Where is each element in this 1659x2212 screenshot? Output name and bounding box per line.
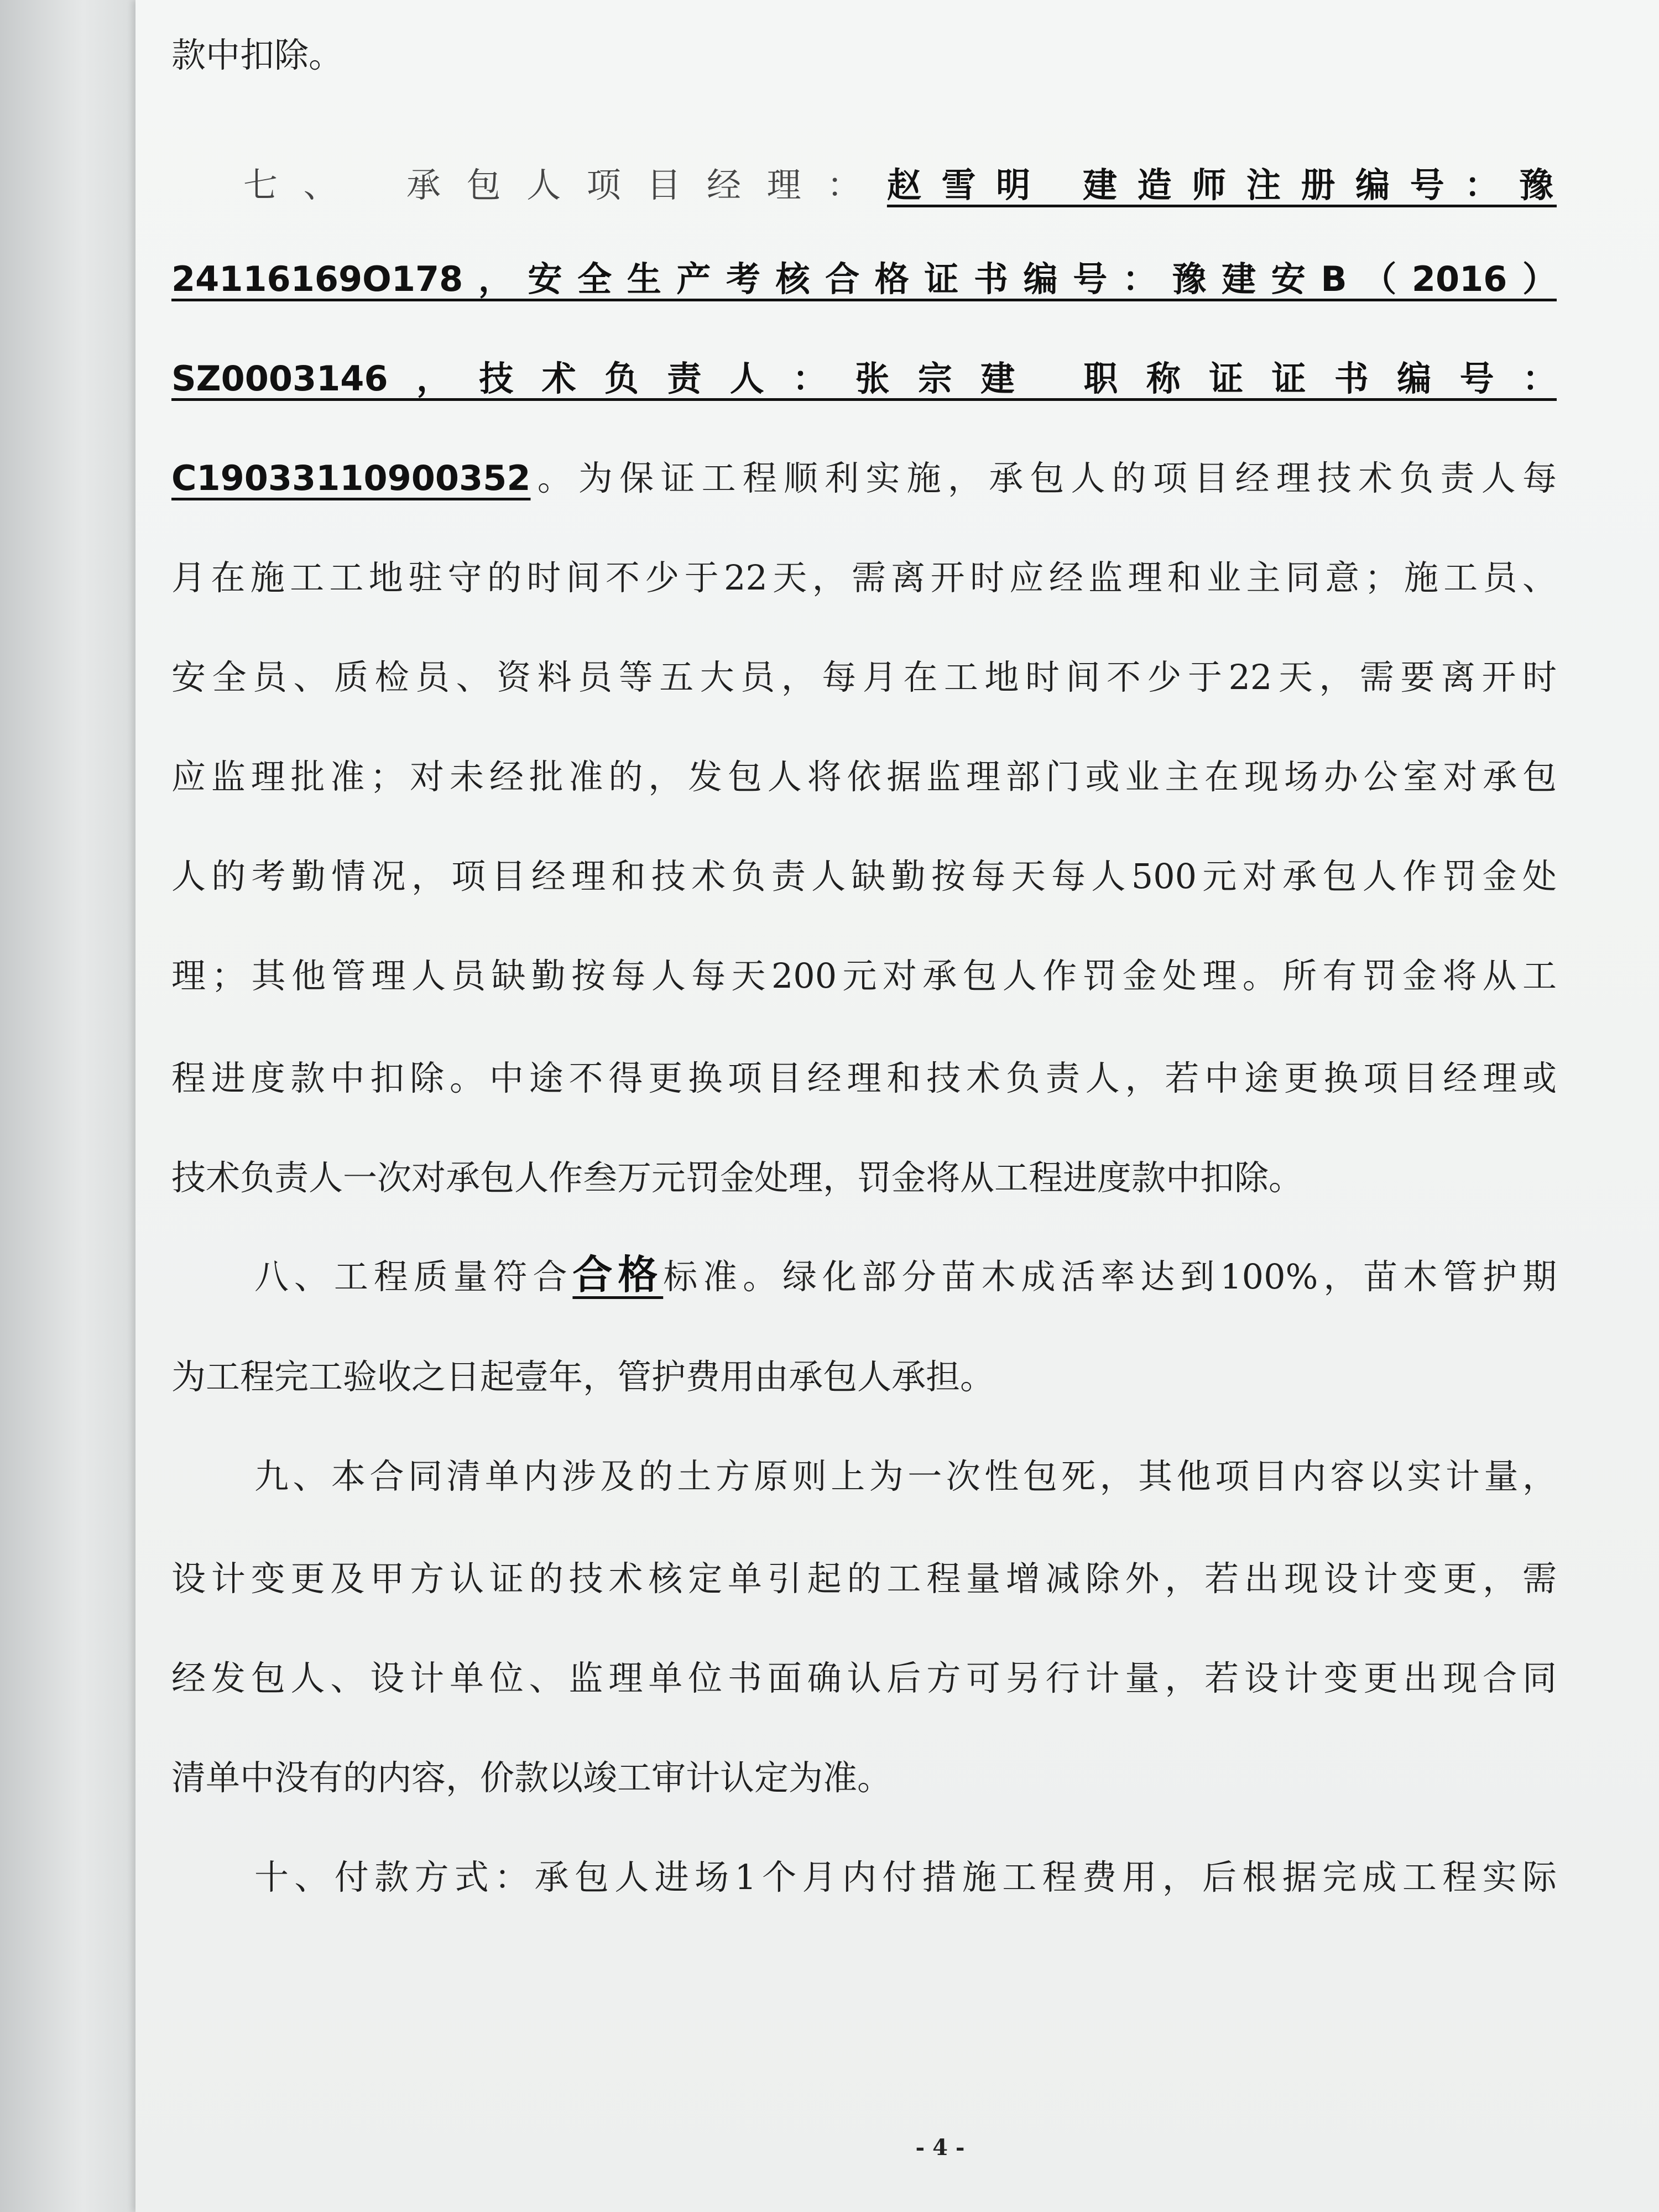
line-text: 清单中没有的内容，价款以竣工审计认定为准。 (171, 1757, 892, 1798)
line-text: 程进度款中扣除。中途不得更换项目经理和技术负责人，若中途更换项目经理或 (171, 1058, 1557, 1098)
text-line (171, 1053, 1557, 1103)
line-text: 理；其他管理人员缺勤按每人每天200元对承包人作罚金处理。所有罚金将从工 (171, 956, 1557, 996)
clause-8-heading (171, 1250, 1557, 1300)
text-line (171, 951, 1557, 1001)
line-text: 。为保证工程顺利实施，承包人的项目经理技术负责人每 (530, 458, 1557, 498)
clause-label: 承包人项目经理： (346, 165, 887, 205)
line-text: 款中扣除。 (171, 35, 343, 75)
text-line (171, 30, 1557, 80)
text-line (171, 254, 1557, 304)
text-line (171, 852, 1557, 901)
clause-9-heading (171, 1452, 1557, 1501)
line-text: 九、本合同清单内涉及的土方原则上为一次性包死，其他项目内容以实计量， (254, 1456, 1557, 1496)
line-text: 标准。绿化部分苗木成活率达到100%，苗木管护期 (663, 1256, 1557, 1297)
text-line (171, 1753, 1557, 1803)
certificate-info: 24116169O178，安全生产考核合格证书编号：豫建安B（2016） (171, 259, 1557, 299)
text-line (171, 1554, 1557, 1604)
line-text: 安全员、质检员、资料员等五大员，每月在工地时间不少于22天，需要离开时 (171, 657, 1557, 697)
line-text: 八、工程质量符合 (254, 1256, 573, 1297)
clause-number: 七、 (243, 165, 347, 205)
line-text: 月在施工工地驻守的时间不少于22天，需离开时应经监理和业主同意；施工员、 (171, 557, 1557, 598)
line-text: 为工程完工验收之日起壹年，管护费用由承包人承担。 (171, 1357, 995, 1397)
clause-7-heading (171, 160, 1557, 210)
text-line (171, 1352, 1557, 1402)
line-text: 人的考勤情况，项目经理和技术负责人缺勤按每天每人500元对承包人作罚金处 (171, 856, 1557, 896)
manager-info: 赵雪明 建造师注册编号：豫 (886, 165, 1557, 205)
text-line (171, 553, 1557, 603)
line-text: 经发包人、设计单位、监理单位书面确认后方可另行计量，若设计变更出现合同 (171, 1658, 1557, 1698)
tech-lead-info: SZ0003146，技术负责人：张宗建 职称证证书编号： (171, 358, 1557, 399)
title-cert-number: C19033110900352 (171, 458, 531, 498)
quality-standard: 合格 (572, 1251, 664, 1298)
text-line (171, 752, 1557, 802)
text-line (171, 1153, 1557, 1203)
line-text: 十、付款方式：承包人进场1个月内付措施工程费用，后根据完成工程实际 (254, 1857, 1557, 1897)
text-line (171, 653, 1557, 702)
text-line (171, 354, 1557, 404)
line-text: 设计变更及甲方认证的技术核定单引起的工程量增减除外，若出现设计变更，需 (171, 1558, 1557, 1599)
page-number: - 4 - (915, 2135, 965, 2161)
binding-edge (0, 0, 138, 2212)
text-line (171, 1653, 1557, 1703)
line-text: 技术负责人一次对承包人作叁万元罚金处理，罚金将从工程进度款中扣除。 (171, 1157, 1303, 1198)
clause-10-heading (171, 1853, 1557, 1902)
line-text: 应监理批准；对未经批准的，发包人将依据监理部门或业主在现场办公室对承包 (171, 757, 1557, 797)
text-line (171, 453, 1557, 503)
